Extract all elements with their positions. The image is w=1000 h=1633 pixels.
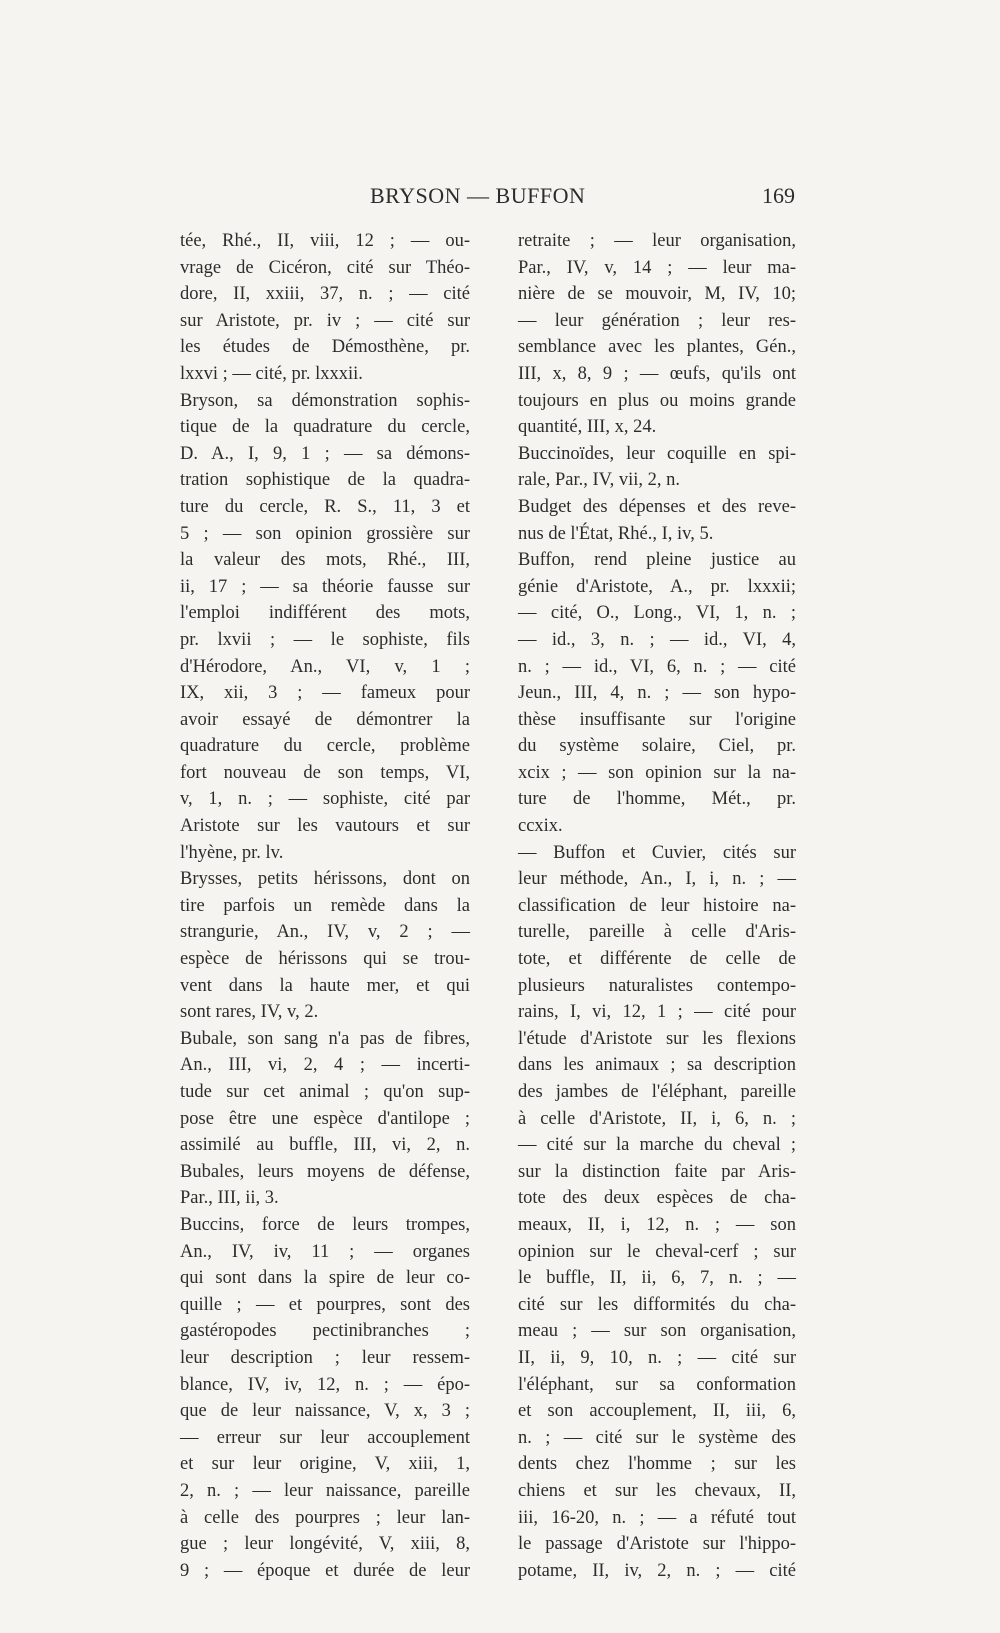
text-line: gue ; leur longévité, V, xiii, 8, bbox=[180, 1534, 470, 1555]
text-line: le buffle, II, ii, 6, 7, n. ; — bbox=[518, 1268, 796, 1289]
text-line: ture de l'homme, Mét., pr. bbox=[518, 789, 796, 810]
text-line: que de leur naissance, V, x, 3 ; bbox=[180, 1401, 470, 1422]
text-line: tration sophistique de la quadra- bbox=[180, 470, 470, 491]
text-line: potame, II, iv, 2, n. ; — cité bbox=[518, 1560, 796, 1581]
text-line: Buccins, force de leurs trompes, bbox=[180, 1214, 470, 1235]
text-line: dore, II, xxiii, 37, n. ; — cité bbox=[180, 284, 470, 305]
text-line: — erreur sur leur accouplement bbox=[180, 1427, 470, 1448]
text-line: — cité sur la marche du cheval ; bbox=[518, 1135, 796, 1156]
text-line: n. ; — id., VI, 6, n. ; — cité bbox=[518, 656, 796, 677]
text-line: qui sont dans la spire de leur co- bbox=[180, 1268, 470, 1289]
text-line: quille ; — et pourpres, sont des bbox=[180, 1294, 470, 1315]
text-line: Bubales, leurs moyens de défense, bbox=[180, 1161, 470, 1182]
text-line: ture du cercle, R. S., 11, 3 et bbox=[180, 496, 470, 517]
text-line: leur description ; leur ressem- bbox=[180, 1347, 470, 1368]
text-line: Jeun., III, 4, n. ; — son hypo- bbox=[518, 683, 796, 704]
text-line: retraite ; — leur organisation, bbox=[518, 231, 796, 251]
text-line: sont rares, IV, v, 2. bbox=[180, 1002, 319, 1023]
text-line: tote, et différente de celle de bbox=[518, 949, 796, 970]
text-line: — Buffon et Cuvier, cités sur bbox=[518, 842, 796, 863]
text-line: sur Aristote, pr. iv ; — cité sur bbox=[180, 310, 470, 331]
text-line: — leur génération ; leur res- bbox=[518, 310, 796, 331]
text-line: tique de la quadrature du cercle, bbox=[180, 417, 470, 438]
text-line: xcix ; — son opinion sur la na- bbox=[518, 762, 796, 783]
text-line: tire parfois un remède dans la bbox=[180, 895, 470, 916]
text-line: — id., 3, n. ; — id., VI, 4, bbox=[518, 629, 796, 650]
text-line: meaux, II, i, 12, n. ; — son bbox=[518, 1214, 796, 1235]
text-line: des jambes de l'éléphant, pareille bbox=[518, 1082, 796, 1102]
text-line: l'étude d'Aristote sur les flexions bbox=[518, 1028, 796, 1049]
text-line: IX, xii, 3 ; — fameux pour bbox=[180, 683, 470, 704]
text-line: l'emploi indifférent des mots, bbox=[180, 603, 470, 624]
right-column bbox=[518, 228, 796, 1584]
text-line: tée, Rhé., II, viii, 12 ; — ou- bbox=[180, 231, 470, 251]
text-line: rale, Par., IV, vii, 2, n. bbox=[518, 470, 681, 491]
text-line: dans les animaux ; sa description bbox=[518, 1055, 796, 1076]
text-line: leur méthode, An., I, i, n. ; — bbox=[518, 869, 796, 890]
text-line: le passage d'Aristote sur l'hippo- bbox=[518, 1534, 796, 1555]
text-line: An., III, vi, 2, 4 ; — incerti- bbox=[180, 1055, 470, 1076]
text-line: An., IV, iv, 11 ; — organes bbox=[180, 1241, 470, 1262]
text-line: quadrature du cercle, problème bbox=[180, 736, 470, 757]
text-line: opinion sur le cheval-cerf ; sur bbox=[518, 1241, 796, 1262]
text-line: Bryson, sa démonstration sophis- bbox=[180, 390, 470, 411]
text-line: v, 1, n. ; — sophiste, cité par bbox=[180, 789, 470, 810]
left-column bbox=[180, 228, 470, 1584]
text-line: ii, 17 ; — sa théorie fausse sur bbox=[180, 576, 470, 597]
text-line: toujours en plus ou moins grande bbox=[518, 390, 796, 411]
text-line: Budget des dépenses et des reve- bbox=[518, 496, 796, 517]
text-line: nière de se mouvoir, M, IV, 10; bbox=[518, 284, 796, 305]
text-line: et son accouplement, II, iii, 6, bbox=[518, 1401, 796, 1422]
text-line: gastéropodes pectinibranches ; bbox=[180, 1321, 470, 1342]
text-line: 5 ; — son opinion grossière sur bbox=[180, 523, 470, 544]
text-line: espèce de hérissons qui se trou- bbox=[180, 949, 470, 970]
text-line: n. ; — cité sur le système des bbox=[518, 1427, 796, 1448]
text-line: avoir essayé de démontrer la bbox=[180, 709, 470, 730]
text-line: Par., IV, v, 14 ; — leur ma- bbox=[518, 257, 796, 278]
text-line: sur la distinction faite par Aris- bbox=[518, 1161, 796, 1182]
text-line: iii, 16-20, n. ; — a réfuté tout bbox=[518, 1507, 796, 1528]
text-line: Par., III, ii, 3. bbox=[180, 1188, 279, 1209]
text-line: les études de Démosthène, pr. bbox=[180, 337, 470, 358]
text-line: thèse insuffisante sur l'origine bbox=[518, 709, 796, 730]
text-line: pose être une espèce d'antilope ; bbox=[180, 1108, 470, 1129]
page-number: 169 bbox=[762, 183, 795, 208]
text-line: dents chez l'homme ; sur les bbox=[518, 1454, 796, 1475]
text-line: fort nouveau de son temps, VI, bbox=[180, 762, 470, 783]
text-line: plusieurs naturalistes contempo- bbox=[518, 975, 796, 996]
text-line: d'Hérodore, An., VI, v, 1 ; bbox=[180, 656, 470, 677]
text-line: l'hyène, pr. lv. bbox=[180, 842, 284, 863]
text-line: à celle d'Aristote, II, i, 6, n. ; bbox=[518, 1108, 796, 1129]
text-line: II, ii, 9, 10, n. ; — cité sur bbox=[518, 1347, 796, 1368]
text-line: tude sur cet animal ; qu'on sup- bbox=[180, 1082, 470, 1102]
text-line: 2, n. ; — leur naissance, pareille bbox=[180, 1480, 470, 1501]
text-line: D. A., I, 9, 1 ; — sa démons- bbox=[180, 443, 470, 464]
running-head bbox=[0, 183, 1000, 213]
text-line: Brysses, petits hérissons, dont on bbox=[180, 869, 470, 890]
text-line: semblance avec les plantes, Gén., bbox=[518, 337, 796, 358]
text-line: du système solaire, Ciel, pr. bbox=[518, 736, 796, 757]
text-line: chiens et sur les chevaux, II, bbox=[518, 1480, 796, 1501]
text-line: strangurie, An., IV, v, 2 ; — bbox=[180, 922, 470, 943]
text-line: Aristote sur les vautours et sur bbox=[180, 816, 470, 837]
text-line: meau ; — sur son organisation, bbox=[518, 1321, 796, 1342]
running-title: BRYSON — BUFFON bbox=[370, 183, 586, 208]
text-line: à celle des pourpres ; leur lan- bbox=[180, 1507, 470, 1528]
text-line: vrage de Cicéron, cité sur Théo- bbox=[180, 257, 470, 278]
text-line: l'éléphant, sur sa conformation bbox=[518, 1374, 796, 1395]
text-line: nus de l'État, Rhé., I, iv, 5. bbox=[518, 523, 714, 544]
text-line: assimilé au buffle, III, vi, 2, n. bbox=[180, 1135, 470, 1156]
text-line: rains, I, vi, 12, 1 ; — cité pour bbox=[518, 1002, 796, 1023]
text-line: cité sur les difformités du cha- bbox=[518, 1294, 796, 1315]
text-line: pr. lxvii ; — le sophiste, fils bbox=[180, 629, 470, 650]
text-line: turelle, pareille à celle d'Aris- bbox=[518, 922, 796, 943]
text-line: et sur leur origine, V, xiii, 1, bbox=[180, 1454, 470, 1475]
text-line: tote des deux espèces de cha- bbox=[518, 1188, 796, 1209]
text-line: ccxix. bbox=[518, 816, 563, 837]
text-line: vent dans la haute mer, et qui bbox=[180, 975, 470, 996]
text-line: la valeur des mots, Rhé., III, bbox=[180, 550, 470, 571]
text-line: — cité, O., Long., VI, 1, n. ; bbox=[518, 603, 796, 624]
text-line: blance, IV, iv, 12, n. ; — épo- bbox=[180, 1374, 470, 1395]
text-line: classification de leur histoire na- bbox=[518, 895, 796, 916]
text-line: génie d'Aristote, A., pr. lxxxii; bbox=[518, 576, 796, 597]
text-line: 9 ; — époque et durée de leur bbox=[180, 1560, 470, 1581]
text-line: lxxvi ; — cité, pr. lxxxii. bbox=[180, 363, 363, 384]
text-line: III, x, 8, 9 ; — œufs, qu'ils ont bbox=[518, 363, 796, 384]
text-line: Buccinoïdes, leur coquille en spi- bbox=[518, 443, 796, 464]
text-line: quantité, III, x, 24. bbox=[518, 417, 657, 438]
text-line: Bubale, son sang n'a pas de fibres, bbox=[180, 1028, 470, 1049]
text-line: Buffon, rend pleine justice au bbox=[518, 550, 796, 571]
